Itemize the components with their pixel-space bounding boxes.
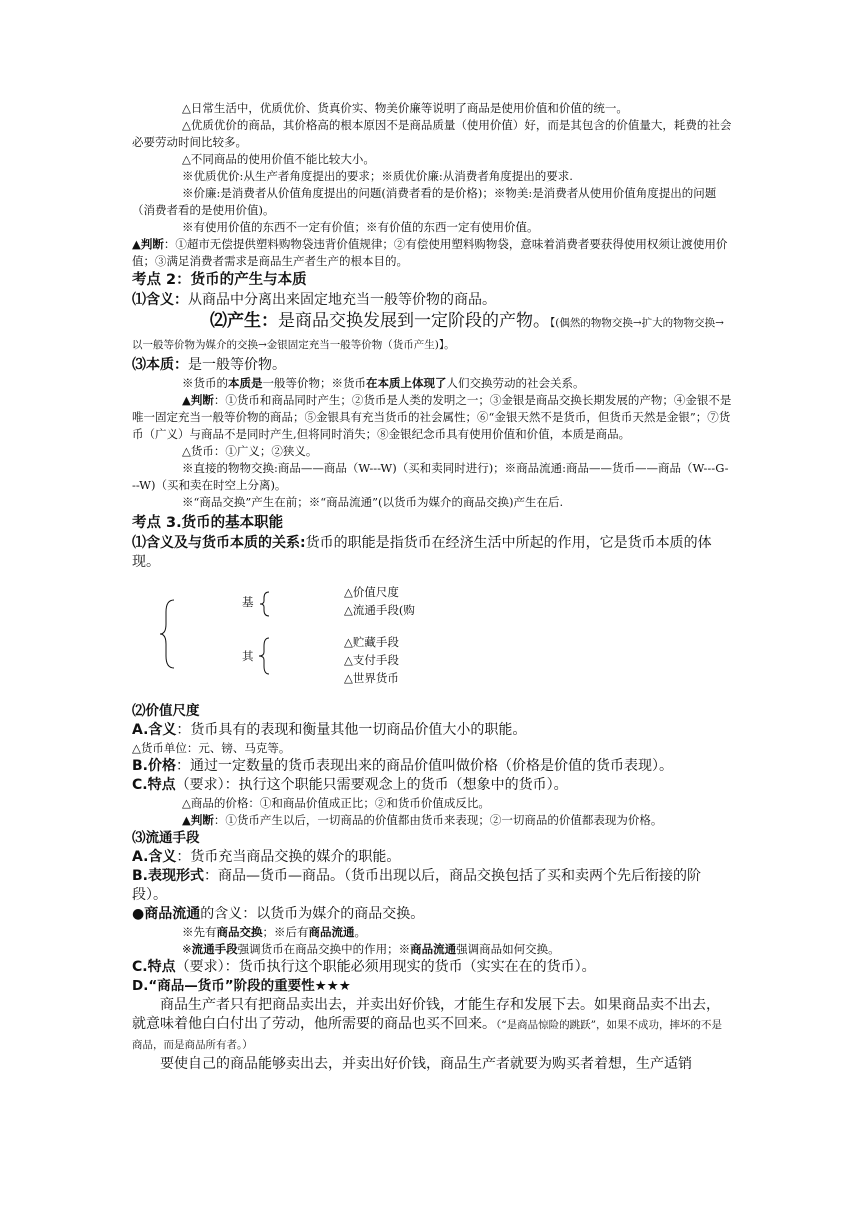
emphasis-note: ※流通手段强调货币在商品交换中的作用；※商品流通强调商品如何交换。 <box>182 942 560 956</box>
judgement-text: ：①超市无偿提供塑料购物袋违背价值规律；②有偿使用塑料购物袋，意味着消费者要获得使用权须让渡使用价值；③满足消费者需求是商品生产者生产的根本目的。 <box>132 237 728 268</box>
body-paragraph: 要使自己的商品能够卖出去，并卖出好价钱，商品生产者就要为购买者着想，生产适销 <box>160 1056 692 1072</box>
note-line: △日常生活中，优质优价、货真价实、物美价廉等说明了商品是使用价值和价值的统一。 <box>182 101 628 115</box>
order-note: ※“商品交换”产生在前；※“商品流通”(以货币为媒介的商品交换)产生在后. <box>182 495 564 509</box>
basic-function-label: 基 <box>242 595 254 609</box>
money-types-line: △货币：①广义；②狭义。 <box>182 444 318 458</box>
other-function-item: △世界货币 <box>344 671 399 685</box>
circulation-form: B.表现形式：商品—货币—商品。（货币出现以后，商品交换包括了买和卖两个先后衔接的阶段）。 <box>132 868 701 903</box>
brace-lines <box>132 572 732 702</box>
judgement-label: ▲判断 <box>132 237 164 251</box>
note-line: ※价廉:是消费者从价值角度提出的问题(消费者看的是价格)；※物美:是消费者从使用价值角度提出的问题（消费者看的是使用价值)。 <box>132 186 717 217</box>
measure-feature: C.特点（要求）：执行这个职能只需要观念上的货币（想象中的货币）。 <box>132 777 568 793</box>
basic-function-item: △流通手段(购 <box>344 603 415 617</box>
functions-diagram <box>132 572 732 702</box>
note-line: ※有使用价值的东西不一定有价值；※有价值的东西一定有使用价值。 <box>182 220 539 234</box>
essence-line: ⑶本质：是一般等价物。 <box>132 357 286 373</box>
other-function-item: △支付手段 <box>344 653 399 667</box>
outer-brace-icon <box>160 600 174 668</box>
section-heading: 考点 2：货币的产生与本质 <box>132 272 307 288</box>
body-paragraph: 商品生产者只有把商品卖出去，并卖出好价钱，才能生存和发展下去。如果商品卖不出去，就意味着他白白付出了劳动，他所需要的商品也买不回来。（“是商品惊险的跳跃”，如果不成功，摔坏的不是商品，而是商品所有者。） <box>132 997 722 1051</box>
relation-paragraph: ⑴含义及与货币本质的关系:货币的职能是指货币在经济生活中所起的作用，它是货币本质的体现。 <box>132 535 712 570</box>
basic-function-item: △价值尺度 <box>344 585 399 599</box>
judgement-line: ▲判断：①货币产生以后，一切商品的价值都由货币来表现；②一切商品的价值都表现为价格。 <box>182 813 663 827</box>
subsection-heading: ⑵价值尺度 <box>132 703 200 719</box>
other-function-label: 其 <box>242 649 254 663</box>
subsection-heading: D.“商品—货币”阶段的重要性★★★ <box>132 978 351 994</box>
circulation-feature: C.特点（要求）：货币执行这个职能必须用现实的货币（实实在在的货币）。 <box>132 959 596 975</box>
essence-note: ※货币的本质是一般等价物；※货币在本质上体现了人们交换劳动的社会关系。 <box>182 376 585 390</box>
other-function-item: △贮藏手段 <box>344 635 399 649</box>
price-definition: B.价格：通过一定数量的货币表现出来的商品价值叫做价格（价格是价值的货币表现）。 <box>132 758 673 774</box>
origin-paragraph: ⑵产生：是商品交换发展到一定阶段的产物。【(偶然的物物交换→扩大的物物交换→以一般等价物为媒介的交换→金银固定充当一般等价物（货币产生)】。 <box>132 311 724 351</box>
subsection-heading: ⑶流通手段 <box>132 830 200 846</box>
note-line: △不同商品的使用价值不能比较大小。 <box>182 152 375 166</box>
document-page <box>132 100 732 1074</box>
section-heading: 考点 3.货币的基本职能 <box>132 515 284 531</box>
measure-definition: A.含义：货币具有的表现和衡量其他一切商品价值大小的职能。 <box>132 722 527 738</box>
definition-line: ⑴含义：从商品中分离出来固定地充当一般等价物的商品。 <box>132 292 496 308</box>
commodity-circulation-line: ●商品流通的含义：以货币为媒介的商品交换。 <box>132 906 425 922</box>
unit-note: △货币单位：元、镑、马克等。 <box>132 741 291 755</box>
note-line: ※优质优价:从生产者角度提出的要求；※质优价廉:从消费者角度提出的要求. <box>182 169 573 183</box>
judgement-paragraph: ▲判断：①货币和商品同时产生；②货币是人类的发明之一；③金银是商品交换长期发展的产物；④金银不是唯一固定充当一般等价物的商品；⑤金银具有充当货币的社会属性；⑥“金银天然不是货币，但货币天然是金银”；⑦货币（广义）与商品不是同时产生,但将同时消失；⑧金银纪念币具有使用价值和价值，本质是商品。 <box>132 393 732 441</box>
order-note: ※先有商品交换；※后有商品流通。 <box>182 925 366 939</box>
note-line: △优质优价的商品，其价格高的根本原因不是商品质量（使用价值）好，而是其包含的价值量大，耗费的社会必要劳动时间比较多。 <box>132 118 732 149</box>
circulation-definition: A.含义：货币充当商品交换的媒介的职能。 <box>132 849 401 865</box>
exchange-note: ※直接的物物交换:商品——商品（W---W)（买和卖同时进行)；※商品流通:商品——货币——商品（W---G---W)（买和卖在时空上分离)。 <box>132 461 729 492</box>
basic-brace-icon <box>260 592 269 616</box>
other-brace-icon <box>259 638 269 674</box>
price-note: △商品的价格：①和商品价值成正比；②和货币价值成反比。 <box>182 796 490 810</box>
judgement-paragraph <box>132 236 732 270</box>
